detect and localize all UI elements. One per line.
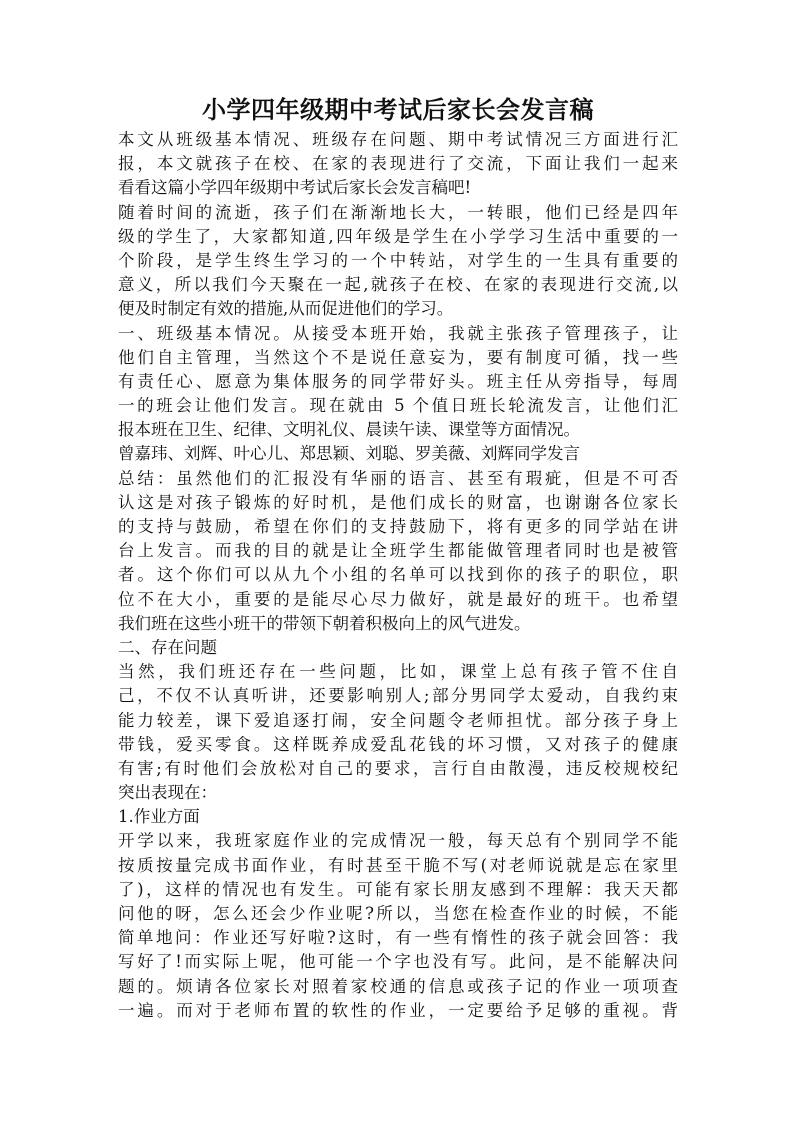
text-line: 1.作业方面 <box>118 807 200 827</box>
text-line: 便及时制定有效的措施,从而促进他们的学习。 <box>118 299 454 319</box>
text-line: 他们自主管理，当然这个不是说任意妄为，要有制度可循，找一些 <box>118 347 678 367</box>
document-body <box>118 128 678 1023</box>
text-line: 突出表现在： <box>118 783 217 803</box>
text-line: 了)，这样的情况也有发生。可能有家长朋友感到不理解：我天天都 <box>118 879 678 899</box>
text-line: 己，不仅不认真听讲，还要影响别人;部分男同学太爱动，自我约束 <box>118 686 678 706</box>
text-line: 意义，所以我们今天聚在一起,就孩子在校、在家的表现进行交流,以 <box>118 275 678 295</box>
text-line: 看看这篇小学四年级期中考试后家长会发言稿吧! <box>118 178 472 198</box>
text-line: 认这是对孩子锻炼的好时机，是他们成长的财富，也谢谢各位家长 <box>118 492 678 512</box>
text-line: 一的班会让他们发言。现在就由 5 个值日班长轮流发言，让他们汇 <box>118 396 678 416</box>
document-title: 小学四年级期中考试后家长会发言稿 <box>202 95 594 124</box>
text-line: 总结：虽然他们的汇报没有华丽的语言、甚至有瑕疵，但是不可否 <box>118 468 678 488</box>
text-line: 写好了!而实际上呢，他可能一个字也没有写。此问，是不能解决问 <box>118 952 678 972</box>
text-line: 者。这个你们可以从九个小组的名单可以找到你的孩子的职位，职 <box>118 565 678 585</box>
text-line: 当然，我们班还存在一些问题，比如，课堂上总有孩子管不住自 <box>118 662 678 682</box>
text-line: 随着时间的流逝，孩子们在渐渐地长大，一转眼，他们已经是四年 <box>118 202 678 222</box>
text-line: 二、存在问题 <box>118 637 217 657</box>
text-line: 的支持与鼓励，希望在你们的支持鼓励下，将有更多的同学站在讲 <box>118 517 678 536</box>
text-line: 级的学生了，大家都知道,四年级是学生在小学学习生活中重要的一 <box>118 226 678 246</box>
text-line: 开学以来，我班家庭作业的完成情况一般，每天总有个别同学不能 <box>118 831 678 851</box>
text-line: 曾嘉玮、刘辉、叶心儿、郑思颖、刘聪、罗美薇、刘辉同学发言 <box>118 444 580 464</box>
text-line: 一、班级基本情况。从接受本班开始，我就主张孩子管理孩子，让 <box>118 323 678 343</box>
text-line: 有害;有时他们会放松对自己的要求，言行自由散漫，违反校规校纪 <box>118 758 678 778</box>
text-line: 能力较差，课下爱追逐打闹，安全问题令老师担忧。部分孩子身上 <box>118 710 678 730</box>
text-line: 带钱，爱买零食。这样既养成爱乱花钱的坏习惯，又对孩子的健康 <box>118 734 678 754</box>
text-line: 题的。烦请各位家长对照着家校通的信息或孩子记的作业一项项查 <box>118 976 678 996</box>
text-line: 我们班在这些小班干的带领下朝着积极向上的风气进发。 <box>118 613 531 633</box>
text-line: 位不在大小，重要的是能尽心尽力做好，就是最好的班干。也希望 <box>118 589 678 609</box>
text-line: 按质按量完成书面作业，有时甚至干脆不写(对老师说就是忘在家里 <box>118 855 678 875</box>
text-line: 问他的呀，怎么还会少作业呢?所以，当您在检查作业的时候，不能 <box>118 904 678 923</box>
text-line: 报本班在卫生、纪律、文明礼仪、晨读午读、课堂等方面情况。 <box>118 420 580 440</box>
document-page <box>118 92 678 1023</box>
text-line: 本文从班级基本情况、班级存在问题、期中考试情况三方面进行汇 <box>118 130 678 149</box>
text-line: 简单地问：作业还写好啦?这时，有一些有惰性的孩子就会回答：我 <box>118 928 678 948</box>
text-line: 有责任心、愿意为集体服务的同学带好头。班主任从旁指导，每周 <box>118 371 678 391</box>
text-line: 台上发言。而我的目的就是让全班学生都能做管理者同时也是被管 <box>118 541 678 561</box>
text-line: 一遍。而对于老师布置的软性的作业，一定要给予足够的重视。背 <box>118 1000 678 1020</box>
text-line: 个阶段，是学生终生学习的一个中转站，对学生的一生具有重要的 <box>118 250 678 270</box>
text-line: 报，本文就孩子在校、在家的表现进行了交流，下面让我们一起来 <box>118 154 678 174</box>
